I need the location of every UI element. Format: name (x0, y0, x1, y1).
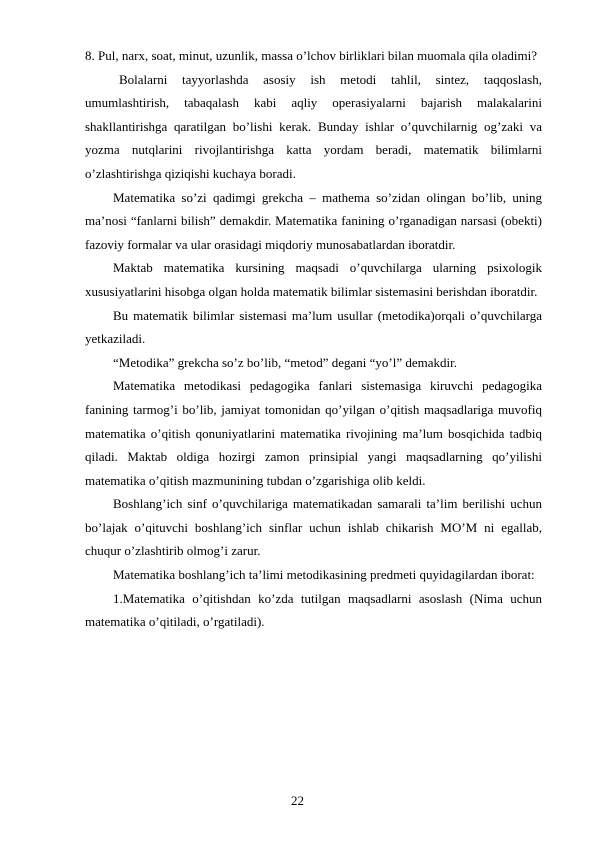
body-paragraph: “Metodika” grekcha so’z bo’lib, “metod” degani “yo’l” demakdir. (113, 354, 458, 370)
body-paragraph: Boshlang’ich sinf o’quvchilariga matematikadan samarali ta’lim berilishi uchun bo’lajak o’qituvchi boshlang’ich sinflar uchun ishlab chikarish MO’M ni egallab, chuqur o’zlashtirib olmog’i zarur. (85, 496, 542, 559)
body-paragraph: Matematika so’zi qadimgi grekcha – mathema so’zidan olingan bo’lib, uning ma’nosi “fanlarni bilish” demakdir. Matematika fanining o’rganadigan narsasi (obekti) fazoviy formalar va ular orasidagi miqdoriy munosabatlardan iboratdir. (85, 189, 542, 252)
body-paragraph: Bolalarni tayyorlashda asosiy ish metodi tahlil, sintez, taqqoslash, umumlashtirish, tabaqalash kabi aqliy operasiyalarni bajarish malakalarini shakllantirishga qaratilgan bo’lishi kerak. Bunday ishlar o’quvchilarnig og’zaki va yozma nutqlarini rivojlantirishga katta yordam beradi, matematik bilimlarni o’zlashtirishga qiziqishi kuchaya boradi. (85, 71, 542, 181)
document-body (85, 44, 542, 634)
body-paragraph: Bu matematik bilimlar sistemasi ma’lum usullar (metodika)orqali o’quvchilarga yetkaziladi. (85, 307, 542, 347)
body-paragraph: Matematika metodikasi pedagogika fanlari sistemasiga kiruvchi pedagogika fanining tarmog’i bo’lib, jamiyat tomonidan qo’yilgan o’qitish maqsadlariga muvofiq matematika o’qitish qonuniyatlarini matematika rivojining ma’lum bosqichida tadbiq qiladi. Maktab oldiga hozirgi zamon prinsipial yangi maqsadlarning qo’yilishi matematika o’qitish mazmunining tubdan o’zgarishiga olib keldi. (85, 378, 542, 488)
question-paragraph: 8. Pul, narx, soat, minut, uzunlik, massa o’lchov birliklari bilan muomala qila oladimi? (85, 48, 538, 63)
body-paragraph: Maktab matematika kursining maqsadi o’quvchilarga ularning psixologik xususiyatlarini hisobga olgan holda matematik bilimlar sistemasini berishdan iboratdir. (85, 260, 542, 299)
list-item: 1.Matematika o’qitishdan ko’zda tutilgan maqsadlarni asoslash (Nima uchun matematika o’qitiladi, o’rgatiladi). (85, 590, 542, 630)
page-number: 22 (291, 793, 304, 808)
body-paragraph: Matematika boshlang’ich ta’limi metodikasining predmeti quyidagilardan iborat: (113, 567, 535, 583)
